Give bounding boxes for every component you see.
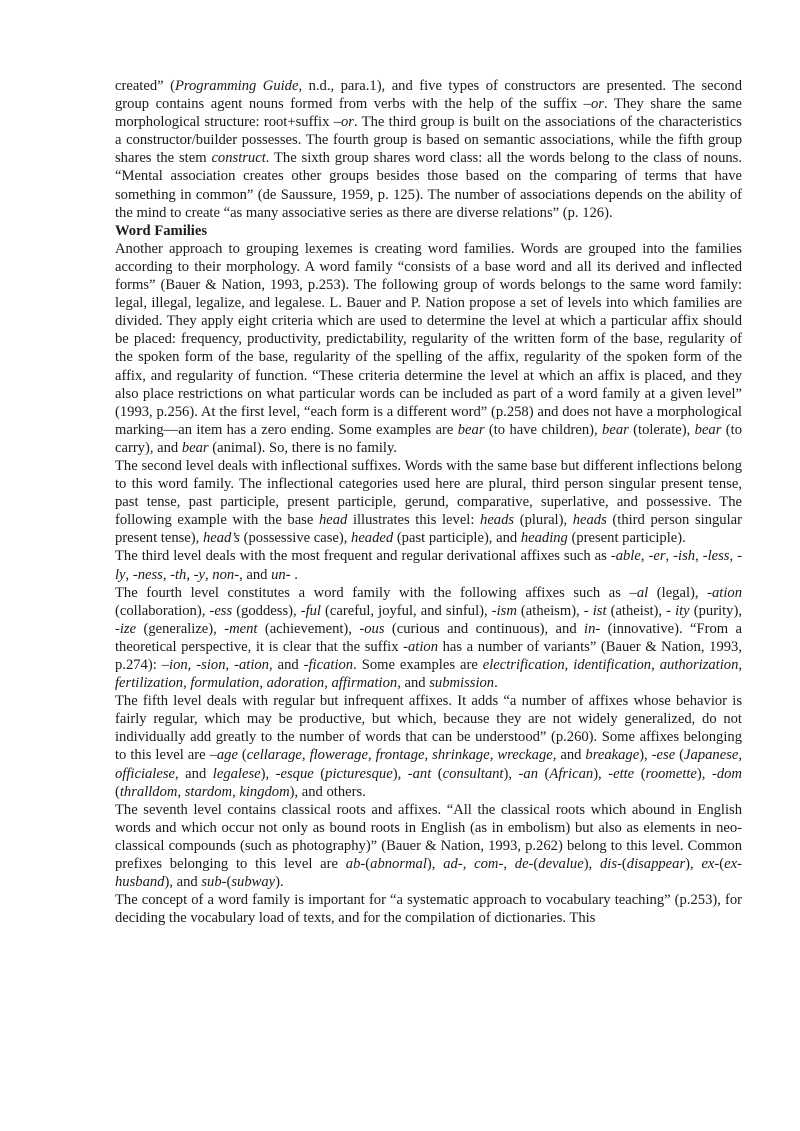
paragraph-second-level: The second level deals with inflectional suffixes. Words with the same base but different inflections belong to this word family. The inflectional categories used here are plural, third person singular present tense, past tense, past participle, present participle, gerund, comparative, superlative, and possessive. The following example with the base head illustrates this level: heads (plural), heads (third person singular present tense), head’s (possessive case), headed (past participle), and heading (present participle). [115,457,742,547]
paragraph-fourth-level: The fourth level constitutes a word family with the following affixes such as –al (legal), -ation (collaboration), -ess (goddess), -ful (careful, joyful, and sinful), -ism (atheism), - ist (atheist), - ity (purity), -ize (generalize), -ment (achievement), -ous (curious and continuous), and in- (innovative). “From a theoretical perspective, it is clear that the suffix -ation has a number of variants” (Bauer & Nation, 1993, p.274): –ion, -sion, -ation, and -fication. Some examples are electrification, identification, authorization, fertilization, formulation, adoration, affirmation, and submission. [115,584,743,692]
document-page [115,77,742,927]
paragraph-third-level: The third level deals with the most frequent and regular derivational affixes such as -able, -er, -ish, -less, -ly, -ness, -th, -y, non-, and un- . [115,548,743,583]
section-heading-word-families: Word Families [115,222,208,239]
paragraph-word-families-intro: Another approach to grouping lexemes is creating word families. Words are grouped into the families according to their morphology. A word family “consists of a base word and all its derived and inflected forms” (Bauer & Nation, 1993, p.253). The following group of words belongs to the same word family: legal, illegal, legalize, and legalese. L. Bauer and P. Nation propose a set of levels into which families are divided. They apply eight criteria which are used to determine the level at which a particular affix should be placed: frequency, productivity, predictability, regularity of the written form of the base, regularity of the spoken form of the base, regularity of the spelling of the affix, regularity of the spoken form of the affix, and regularity of function. “These criteria determine the level at which an affix is placed, and they also place restrictions on what particular words can be included as part of a word family at a given level” (1993, p.256). At the first level, “each form is a different word” (p.258) and does not have a morphological marking—an item has a zero ending. Some examples are bear (to have children), bear (tolerate), bear (to carry), and bear (animal). So, there is no family. [115,240,742,456]
paragraph-seventh-level: The seventh level contains classical roots and affixes. “All the classical roots which abound in English words and which occur not only as bound roots in English (as in embolism) but also as elements in neo-classical compounds (such as photography)” (Bauer & Nation, 1993, p.262) belong to this level. Common prefixes belonging to this level are ab-(abnormal), ad-, com-, de-(devalue), dis-(disappear), ex-(ex-husband), and sub-(subway). [115,801,742,891]
paragraph-constructor-groups: created” (Programming Guide, n.d., para.1), and five types of constructors are presented. The second group contains agent nouns formed from verbs with the help of the suffix –or. They share the same morphological structure: root+suffix –or. The third group is built on the associations of the characteristics a constructor/builder possesses. The fourth group is based on semantic associations, while the fifth group shares the stem construct. The sixth group shares word class: all the words belong to the class of nouns. “Mental association creates other groups besides those based on the comparing of terms that have something in common” (de Saussure, 1959, p. 125). The number of associations depends on the ability of the mind to create “as many associative series as there are diverse relations” (p. 126). [115,78,742,221]
paragraph-word-family-importance: The concept of a word family is important for “a systematic approach to vocabulary teaching” (p.253), for deciding the vocabulary load of texts, and for the compilation of dictionaries. This [115,892,742,927]
paragraph-fifth-level: The fifth level deals with regular but infrequent affixes. It adds “a number of affixes whose behavior is fairly regular, which may be productive, but which, because they are not widely generalized, do not individually add greatly to the number of words that can be understood” (p.260). Some affixes belonging to this level are –age (cellarage, flowerage, frontage, shrinkage, wreckage, and breakage), -ese (Japanese, officialese, and legalese), -esque (picturesque), -ant (consultant), -an (African), -ette (roomette), -dom (thralldom, stardom, kingdom), and others. [115,693,743,800]
